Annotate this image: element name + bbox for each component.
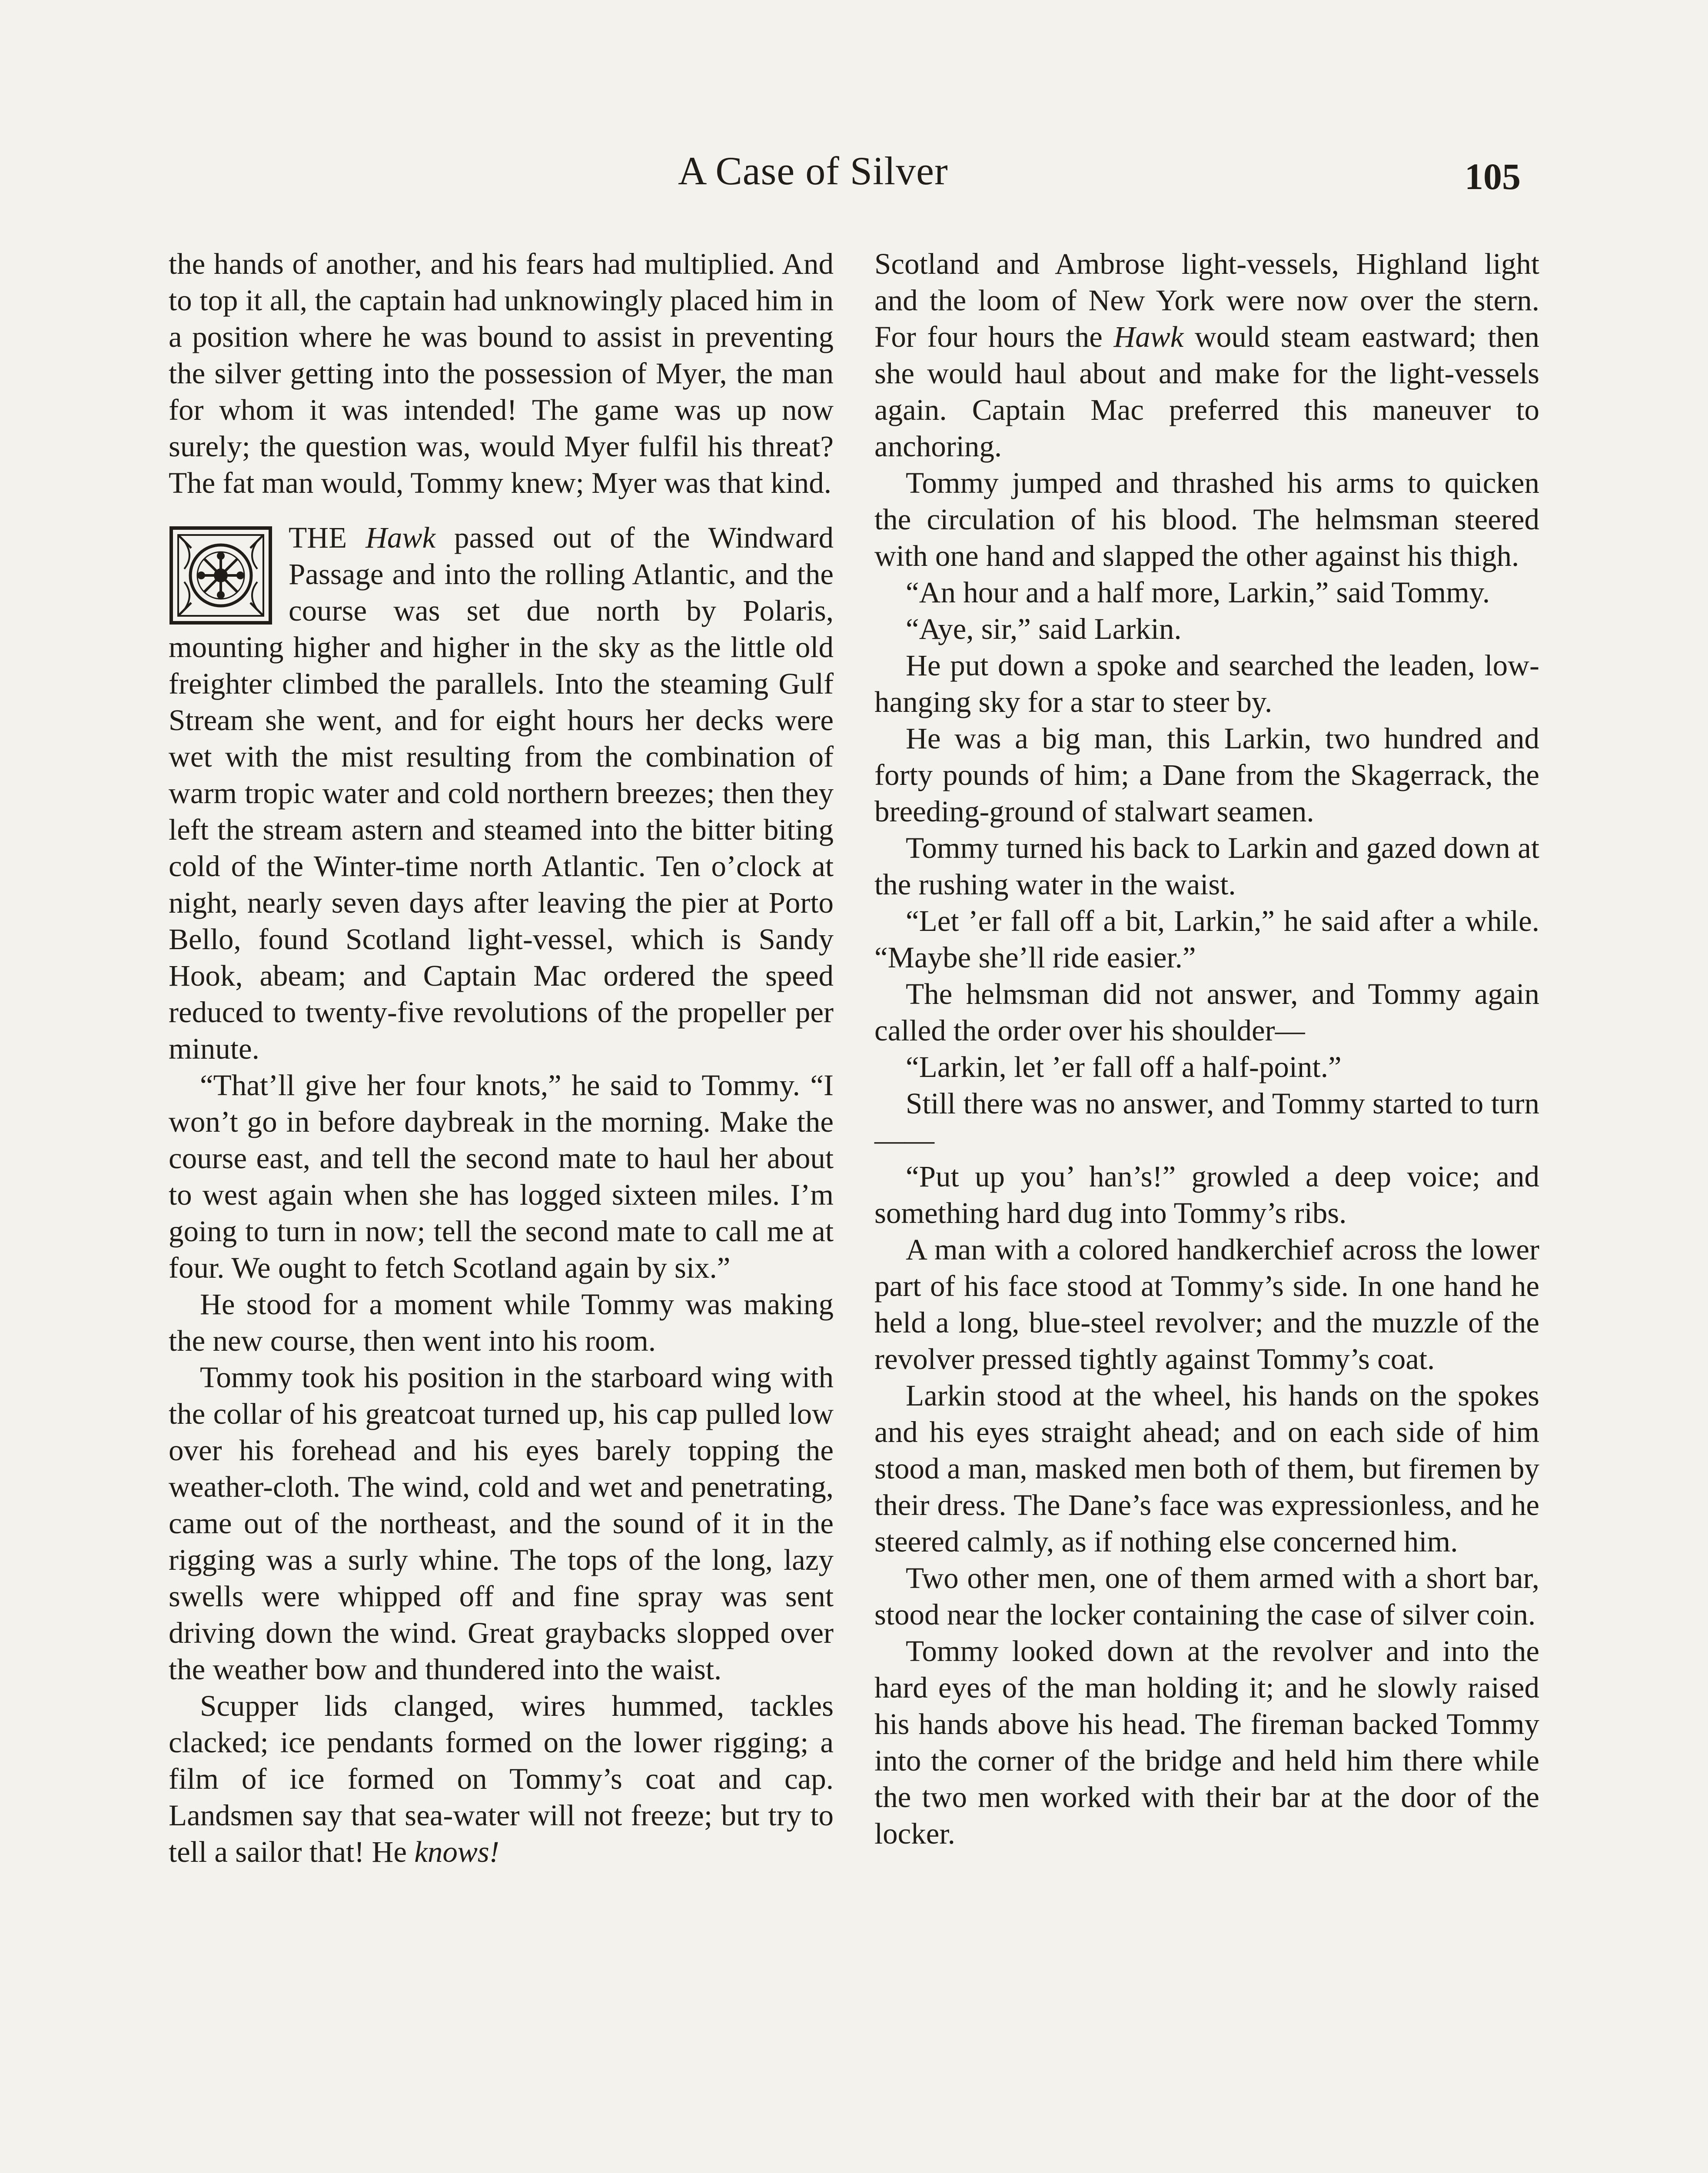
section-text: passed out of the Windward Passage and into the rolling Atlantic, and the course was set due north by Polaris, mounting higher and higher in the sky as the little old freighter climbed the parallels. Into the steaming Gulf Stream she went, and for eight hours her decks were wet with the mist resulting from the combination of warm tropic water and cold northern breezes; then they left the stream astern and steamed into the bitter biting cold of the Winter-time north Atlantic. Ten o’clock at night, nearly seven days after leaving the pier at Porto Bello, found Scotland light-vessel, which is Sandy Hook, abeam; and Captain Mac ordered the speed reduced to twenty-five revolutions of the propeller per minute. xyxy=(169,521,834,1065)
paragraph-text: would steam eastward; then she would haul about and make for the light-vessels again. Captain Mac preferred this maneuver to anchoring. xyxy=(874,320,1539,463)
paragraph: Still there was no answer, and Tommy started to turn—— xyxy=(874,1087,1539,1156)
paragraph: “An hour and a half more, Larkin,” said Tommy. xyxy=(906,576,1490,609)
running-title: A Case of Silver xyxy=(678,149,948,193)
section-opening-paragraph xyxy=(169,519,834,1067)
paragraph: “Let ’er fall off a bit, Larkin,” he said after a while. “Maybe she’ll ride easier.” xyxy=(874,904,1539,974)
paragraph: “That’ll give her four knots,” he said to Tommy. “I won’t go in before daybreak in the morning. Make the course east, and tell the second mate to haul her about to west again when she has logged sixteen miles. I’m going to turn in now; tell the second mate to call me at four. We ought to fetch Scotland again by six.” xyxy=(169,1069,834,1284)
emphasis-text: knows! xyxy=(414,1835,499,1868)
paragraph: Larkin stood at the wheel, his hands on the spokes and his eyes straight ahead; and on each side of him stood a man, masked men both of them, but firemen by their dress. The Dane’s face was expressionless, and he steered calmly, as if nothing else concerned him. xyxy=(874,1379,1539,1558)
right-column xyxy=(874,246,1539,1852)
paragraph: “Aye, sir,” said Larkin. xyxy=(906,612,1182,645)
paragraph: “Put up you’ han’s!” growled a deep voice; and something hard dug into Tommy’s ribs. xyxy=(874,1160,1539,1229)
paragraph xyxy=(874,246,1539,465)
paragraph: He was a big man, this Larkin, two hundred and forty pounds of him; a Dane from the Skagerrack, the breeding-ground of stalwart seamen. xyxy=(874,722,1539,828)
ship-name: Hawk xyxy=(366,521,436,554)
paragraph: The helmsman did not answer, and Tommy again called the order over his shoulder— xyxy=(874,977,1539,1047)
left-column xyxy=(169,246,834,1870)
paragraph: Tommy jumped and thrashed his arms to quicken the circulation of his blood. The helmsman steered with one hand and slapped the other against his thigh. xyxy=(874,466,1539,572)
paragraph-text: Scotland and Ambrose light-vessels, Highland light and the loom of New York were now over the stern. For four hours the xyxy=(874,247,1539,353)
paragraph: A man with a colored handkerchief across the lower part of his face stood at Tommy’s side. In one hand he held a long, blue-steel revolver; and the muzzle of the revolver pressed tightly against Tommy’s coat. xyxy=(874,1233,1539,1376)
ship-name: Hawk xyxy=(1113,320,1184,353)
ornamental-drop-cap-icon xyxy=(169,525,273,625)
page-number: 105 xyxy=(1465,156,1521,197)
paragraph: He put down a spoke and searched the leaden, low-hanging sky for a star to steer by. xyxy=(874,649,1539,718)
paragraph: “Larkin, let ’er fall off a half-point.” xyxy=(906,1050,1342,1083)
paragraph: the hands of another, and his fears had multiplied. And to top it all, the captain had unknowingly placed him in a position where he was bound to assist in preventing the silver getting into the possession of Myer, the man for whom it was intended! The game was up now surely; the question was, would Myer fulfil his threat? The fat man would, Tommy knew; Myer was that kind. xyxy=(169,247,834,499)
paragraph: Tommy turned his back to Larkin and gazed down at the rushing water in the waist. xyxy=(874,831,1539,901)
paragraph xyxy=(169,1688,834,1870)
paragraph: Tommy took his position in the starboard wing with the collar of his greatcoat turned up, his cap pulled low over his forehead and his eyes barely topping the weather-cloth. The wind, cold and wet and penetrating, came out of the northeast, and the sound of it in the rigging was a surly whine. The tops of the long, lazy swells were whipped off and fine spray was sent driving down the wind. Great graybacks slopped over the weather bow and thundered into the waist. xyxy=(169,1361,834,1686)
paragraph: He stood for a moment while Tommy was making the new course, then went into his room. xyxy=(169,1288,834,1357)
section-lead-word: THE xyxy=(289,521,366,554)
paragraph: Tommy looked down at the revolver and into the hard eyes of the man holding it; and he slowly raised his hands above his head. The fireman backed Tommy into the corner of the bridge and held him there while the two men worked with their bar at the door of the locker. xyxy=(874,1635,1539,1850)
paragraph-text: Scupper lids clanged, wires hummed, tackles clacked; ice pendants formed on the lower rigging; a film of ice formed on Tommy’s coat and cap. Landsmen say that sea-water will not freeze; but try to tell a sailor that! He xyxy=(169,1689,834,1868)
paragraph: Two other men, one of them armed with a short bar, stood near the locker containing the case of silver coin. xyxy=(874,1562,1539,1631)
